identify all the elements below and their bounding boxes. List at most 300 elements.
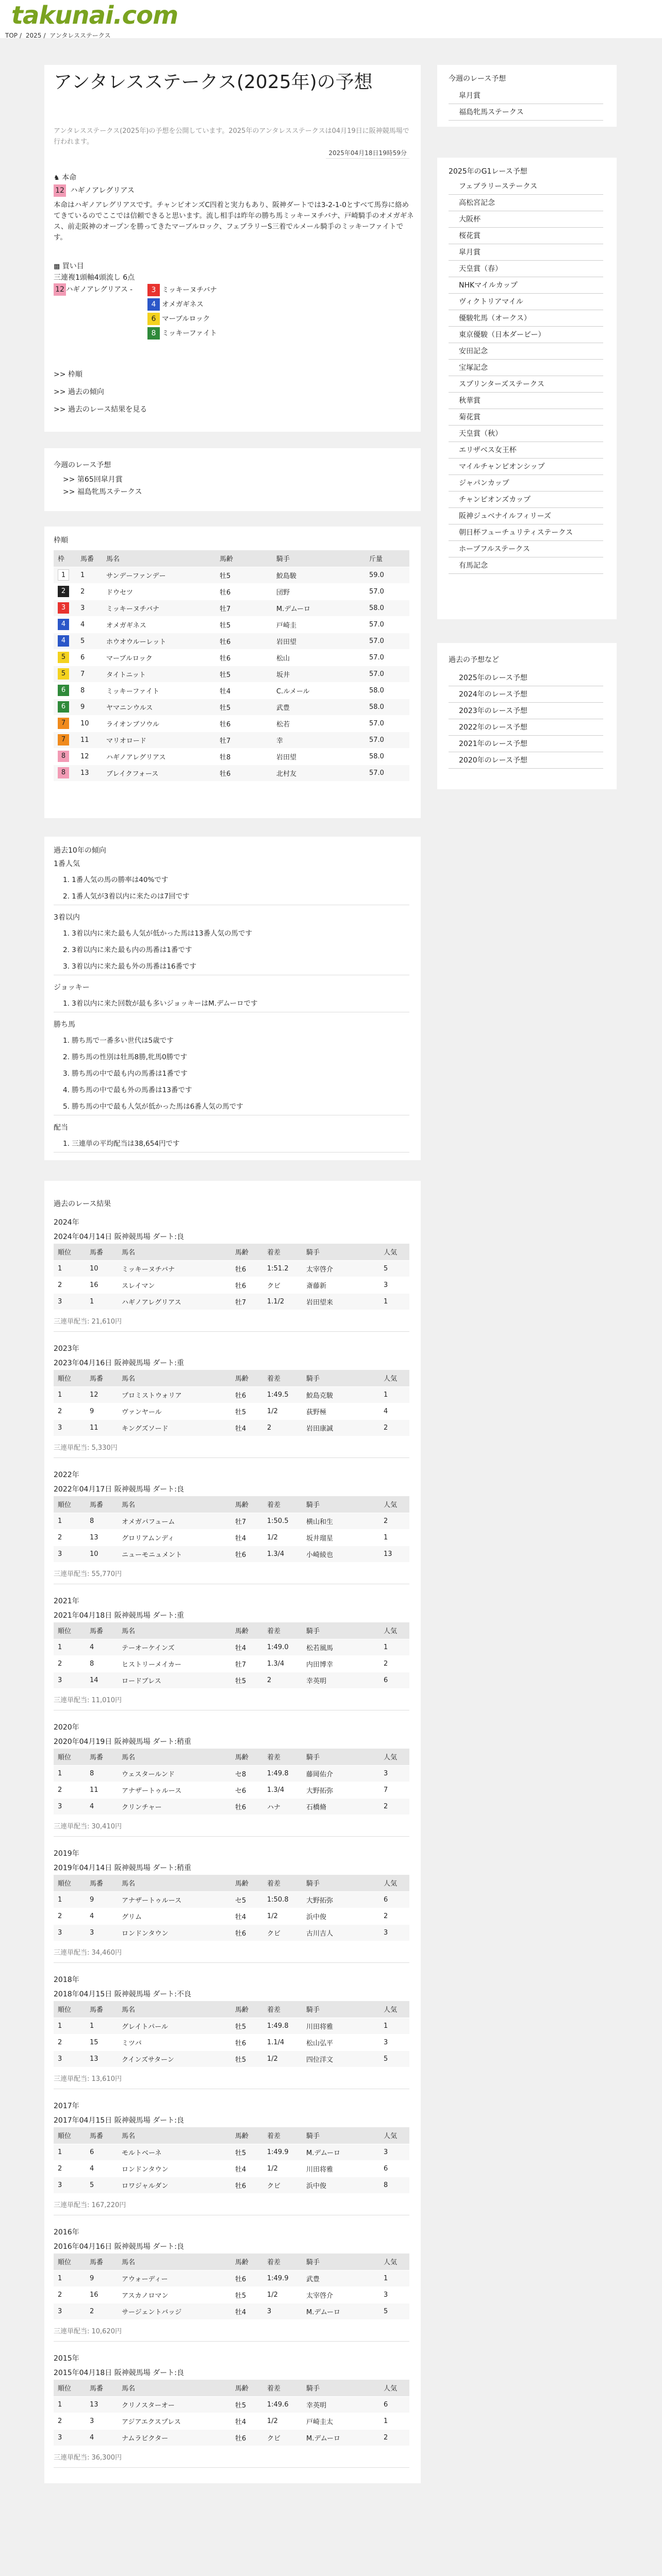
- result-cell: 3: [379, 1277, 409, 1293]
- waku-cell-w: 59.0: [365, 567, 409, 583]
- sidebar-past-item[interactable]: 2022年のレース予想: [449, 719, 603, 736]
- result-cell: 坂井瑠星: [302, 1529, 379, 1546]
- result-header-cell: 着差: [263, 2380, 302, 2396]
- result-cell: 1.3/4: [263, 1655, 302, 1672]
- result-header-cell: 馬齢: [231, 2001, 263, 2018]
- sidebar-g1-item[interactable]: ホープフルステークス: [449, 541, 603, 557]
- result-table: [54, 1370, 409, 1436]
- waku-cell-w: 57.0: [365, 732, 409, 748]
- result-cell: 1: [379, 2413, 409, 2429]
- waku-header-cell: 馬齢: [216, 550, 272, 567]
- result-cell: 2: [54, 2160, 86, 2177]
- this-week-link-2[interactable]: >> 福島牝馬ステークス: [63, 488, 142, 496]
- waku-cell-n: 3: [76, 600, 102, 616]
- result-cell: 1: [379, 1639, 409, 1655]
- result-row: [54, 1277, 409, 1293]
- result-cell: 浜中俊: [302, 2177, 379, 2193]
- result-cell: 8: [86, 1513, 118, 1529]
- sidebar-g1-item[interactable]: ジャパンカップ: [449, 475, 603, 492]
- waku-row: [54, 600, 409, 616]
- result-header-cell: 馬齢: [231, 2253, 263, 2270]
- result-cell: 1:49.9: [263, 2270, 302, 2286]
- waku-row: [54, 748, 409, 765]
- result-row: [54, 2160, 409, 2177]
- waku-frame-cell: [54, 699, 76, 715]
- result-cell: 6: [379, 2396, 409, 2413]
- frame-badge: 8: [58, 767, 69, 778]
- result-year: 2023年: [54, 1345, 79, 1353]
- sidebar-g1-item[interactable]: 優駿牝馬（オークス）: [449, 310, 603, 327]
- result-cell: 1: [86, 1293, 118, 1310]
- sidebar-past-item[interactable]: 2020年のレース予想: [449, 752, 603, 769]
- result-cell: M.デムーロ: [302, 2429, 379, 2446]
- result-cell: アスカノロマン: [118, 2286, 231, 2303]
- result-row: [54, 1782, 409, 1798]
- result-cell: 岩田望来: [302, 1293, 379, 1310]
- frame-badge: 4: [58, 635, 69, 647]
- result-cell: 13: [379, 1546, 409, 1562]
- result-cell: クビ: [263, 1924, 302, 1941]
- waku-cell-name: ミッキーファイト: [102, 682, 216, 699]
- waku-frame-cell: [54, 666, 76, 682]
- sidebar-g1-item[interactable]: 大阪杯: [449, 211, 603, 228]
- waku-cell-n: 10: [76, 715, 102, 732]
- result-cell: 13: [86, 1529, 118, 1546]
- waku-row: [54, 715, 409, 732]
- result-cell: 牡4: [231, 1419, 263, 1436]
- site-header: [0, 0, 662, 38]
- result-divider: [54, 1836, 409, 1837]
- link-trend[interactable]: >> 過去の傾向: [54, 388, 104, 396]
- sidebar-g1-item[interactable]: ヴィクトリアマイル: [449, 294, 603, 310]
- result-header-cell: 着差: [263, 1875, 302, 1891]
- result-header-cell: 順位: [54, 2253, 86, 2270]
- result-cell: 牡7: [231, 1293, 263, 1310]
- result-cell: テーオーケインズ: [118, 1639, 231, 1655]
- result-row: [54, 1891, 409, 1908]
- breadcrumb-current: アンタレスステークス: [49, 32, 111, 39]
- result-row: [54, 2303, 409, 2319]
- result-cell: 15: [86, 2034, 118, 2050]
- result-row: [54, 2396, 409, 2413]
- result-header-cell: 人気: [379, 1370, 409, 1386]
- result-header-row: [54, 1370, 409, 1386]
- result-cell: M.デムーロ: [302, 2303, 379, 2319]
- result-row: [54, 1419, 409, 1436]
- result-cell: 3: [54, 1672, 86, 1688]
- result-cell: 6: [379, 1672, 409, 1688]
- result-header-cell: 騎手: [302, 2127, 379, 2144]
- bet-heading: [54, 261, 84, 271]
- link-results[interactable]: >> 過去のレース結果を見る: [54, 405, 147, 414]
- result-race-info: 2018年04月15日 阪神競馬場 ダート:不良: [54, 1990, 191, 1998]
- result-header-cell: 順位: [54, 1749, 86, 1765]
- result-header-cell: 馬齢: [231, 1244, 263, 1260]
- result-header-cell: 騎手: [302, 1496, 379, 1513]
- waku-cell-j: M.デムーロ: [272, 600, 365, 616]
- sidebar-g1-item[interactable]: 東京優駿（日本ダービー）: [449, 327, 603, 343]
- honmei-number: 12: [54, 184, 66, 197]
- waku-cell-name: マーブルロック: [102, 649, 216, 666]
- result-cell: 2: [54, 2413, 86, 2429]
- result-divider: [54, 2467, 409, 2468]
- result-row: [54, 1908, 409, 1924]
- result-cell: 牡4: [231, 2413, 263, 2429]
- waku-cell-age: 牡5: [216, 666, 272, 682]
- result-header-cell: 人気: [379, 2001, 409, 2018]
- result-cell: ハナ: [263, 1798, 302, 1815]
- waku-frame-cell: [54, 633, 76, 649]
- result-cell: 3: [54, 1924, 86, 1941]
- result-cell: 1: [54, 2144, 86, 2160]
- sidebar-past-item[interactable]: 2025年のレース予想: [449, 670, 603, 686]
- waku-cell-age: 牡7: [216, 600, 272, 616]
- trend-group-label: 1番人気: [54, 860, 80, 868]
- frame-badge: 6: [58, 701, 69, 713]
- bet-partner-name: ミッキーファイト: [162, 329, 217, 337]
- result-cell: 13: [86, 2050, 118, 2067]
- honmei-heading: [54, 172, 76, 182]
- sidebar-past-item[interactable]: 2023年のレース予想: [449, 703, 603, 719]
- sidebar-g1-item[interactable]: 秋華賞: [449, 393, 603, 409]
- result-table: [54, 2127, 409, 2194]
- result-header-row: [54, 2380, 409, 2396]
- result-header-cell: 馬齢: [231, 2127, 263, 2144]
- result-cell: 1: [379, 1529, 409, 1546]
- result-cell: 2: [54, 1908, 86, 1924]
- result-header-cell: 馬番: [86, 2380, 118, 2396]
- link-waku[interactable]: >> 枠順: [54, 370, 82, 379]
- waku-cell-w: 58.0: [365, 600, 409, 616]
- result-header-cell: 馬名: [118, 2380, 231, 2396]
- sidebar-g1-item[interactable]: 宝塚記念: [449, 360, 603, 376]
- result-header-cell: 人気: [379, 1749, 409, 1765]
- waku-cell-w: 57.0: [365, 715, 409, 732]
- waku-cell-n: 5: [76, 633, 102, 649]
- waku-card: [44, 527, 421, 818]
- sidebar-g1-item[interactable]: エリザベス女王杯: [449, 442, 603, 459]
- result-cell: 8: [86, 1765, 118, 1782]
- result-cell: 3: [54, 2429, 86, 2446]
- result-header-cell: 馬番: [86, 1244, 118, 1260]
- result-header-cell: 馬名: [118, 1496, 231, 1513]
- result-header-cell: 馬番: [86, 2001, 118, 2018]
- result-cell: 牡6: [231, 1546, 263, 1562]
- waku-row: [54, 633, 409, 649]
- result-header-cell: 人気: [379, 1244, 409, 1260]
- sidebar-g1-item[interactable]: マイルチャンピオンシップ: [449, 459, 603, 475]
- result-payout: 三連単配当: 167,220円: [54, 2201, 126, 2209]
- result-cell: 2: [379, 1655, 409, 1672]
- result-cell: 武豊: [302, 2270, 379, 2286]
- result-cell: 3: [86, 1924, 118, 1941]
- waku-cell-n: 2: [76, 583, 102, 600]
- bet-partner: [147, 312, 302, 326]
- waku-row: [54, 649, 409, 666]
- result-cell: クリノスターオー: [118, 2396, 231, 2413]
- trend-group-label: ジョッキー: [54, 984, 90, 992]
- waku-header-cell: 枠: [54, 550, 76, 567]
- result-table: [54, 2253, 409, 2320]
- bet-partner-number: 6: [147, 313, 160, 325]
- result-cell: 牡4: [231, 1639, 263, 1655]
- result-row: [54, 2270, 409, 2286]
- bet-partners: [147, 283, 302, 341]
- this-week-link-1[interactable]: >> 第65回皐月賞: [63, 476, 123, 484]
- sidebar-g1-item[interactable]: スプリンターズステークス: [449, 376, 603, 393]
- result-cell: 2: [54, 2286, 86, 2303]
- result-cell: ロンドンタウン: [118, 2160, 231, 2177]
- result-header-cell: 順位: [54, 1875, 86, 1891]
- frame-badge: 4: [58, 619, 69, 630]
- result-cell: 2: [263, 1419, 302, 1436]
- result-cell: 3: [54, 1293, 86, 1310]
- result-header-row: [54, 1622, 409, 1639]
- result-cell: ナムラビクター: [118, 2429, 231, 2446]
- result-cell: ミツバ: [118, 2034, 231, 2050]
- waku-cell-w: 58.0: [365, 682, 409, 699]
- breadcrumb-top[interactable]: TOP: [5, 32, 18, 39]
- sidebar-g1-item[interactable]: 安田記念: [449, 343, 603, 360]
- result-race-info: 2017年04月15日 阪神競馬場 ダート:良: [54, 2116, 184, 2125]
- result-header-row: [54, 1244, 409, 1260]
- result-cell: クインズサターン: [118, 2050, 231, 2067]
- result-cell: 3: [54, 2050, 86, 2067]
- result-cell: グロリアムンディ: [118, 1529, 231, 1546]
- result-header-cell: 着差: [263, 1370, 302, 1386]
- result-cell: 牡4: [231, 2303, 263, 2319]
- result-cell: 2: [379, 2429, 409, 2446]
- result-header-cell: 順位: [54, 1370, 86, 1386]
- waku-cell-w: 57.0: [365, 765, 409, 781]
- sidebar-this-week-item[interactable]: 皐月賞: [449, 88, 603, 104]
- waku-cell-j: 鮫島駿: [272, 567, 365, 583]
- waku-cell-age: 牡6: [216, 715, 272, 732]
- result-row: [54, 1655, 409, 1672]
- result-header-cell: 騎手: [302, 2253, 379, 2270]
- trend-item: 1. 3着以内に来た最も人気が低かった馬は13番人気の馬です: [63, 929, 252, 938]
- result-cell: 4: [86, 1798, 118, 1815]
- site-logo[interactable]: takunai.com: [11, 1, 178, 30]
- sidebar-g1-item[interactable]: 高松宮記念: [449, 195, 603, 211]
- result-year: 2017年: [54, 2102, 79, 2110]
- result-cell: アジアエクスプレス: [118, 2413, 231, 2429]
- result-payout: 三連単配当: 5,330円: [54, 1444, 118, 1452]
- result-cell: スレイマン: [118, 1277, 231, 1293]
- sidebar-g1-item[interactable]: 朝日杯フューチュリティステークス: [449, 524, 603, 541]
- result-table: [54, 1749, 409, 1815]
- result-cell: 1: [54, 1891, 86, 1908]
- result-cell: 内田博幸: [302, 1655, 379, 1672]
- result-header-cell: 馬名: [118, 1622, 231, 1639]
- result-payout: 三連単配当: 11,010円: [54, 1697, 122, 1704]
- result-race-info: 2016年04月16日 阪神競馬場 ダート:良: [54, 2243, 184, 2251]
- result-cell: 1.1/2: [263, 1293, 302, 1310]
- result-cell: 1:49.8: [263, 2018, 302, 2034]
- trend-divider: [54, 1152, 409, 1153]
- trend-card: [44, 837, 421, 1160]
- result-row: [54, 2050, 409, 2067]
- result-header-cell: 馬名: [118, 1370, 231, 1386]
- waku-cell-age: 牡6: [216, 583, 272, 600]
- bet-partner-number: 8: [147, 327, 160, 340]
- result-payout: 三連単配当: 55,770円: [54, 1570, 122, 1578]
- waku-cell-j: 松山: [272, 649, 365, 666]
- bet-type: 三連複1頭軸4頭流し 6点: [54, 274, 135, 282]
- result-cell: 1:49.5: [263, 1386, 302, 1403]
- waku-row: [54, 699, 409, 715]
- result-cell: 牡6: [231, 1277, 263, 1293]
- result-cell: 1: [54, 1260, 86, 1277]
- result-race-info: 2019年04月14日 阪神競馬場 ダート:稍重: [54, 1864, 191, 1872]
- result-cell: 2: [379, 1798, 409, 1815]
- waku-cell-n: 13: [76, 765, 102, 781]
- result-row: [54, 1924, 409, 1941]
- result-header-row: [54, 1496, 409, 1513]
- result-cell: アナザートゥルース: [118, 1782, 231, 1798]
- sidebar-g1-title: 2025年のG1レース予想: [449, 167, 527, 176]
- trend-item: 1. 1番人気の馬の勝率は40%です: [63, 876, 169, 884]
- sidebar-past: [437, 643, 617, 789]
- results-card: [44, 1181, 421, 2483]
- bet-partner-number: 4: [147, 298, 160, 311]
- sidebar-g1-list: [449, 178, 603, 574]
- waku-cell-age: 牡4: [216, 682, 272, 699]
- result-cell: 3: [54, 2303, 86, 2319]
- result-cell: 太宰啓介: [302, 1260, 379, 1277]
- waku-cell-age: 牡5: [216, 567, 272, 583]
- result-cell: 川田将雅: [302, 2018, 379, 2034]
- result-cell: 1: [54, 2018, 86, 2034]
- result-header-cell: 人気: [379, 2380, 409, 2396]
- breadcrumb-year[interactable]: 2025: [25, 32, 42, 39]
- breadcrumb-separator: /: [43, 32, 46, 39]
- result-year: 2022年: [54, 1471, 79, 1479]
- result-cell: 小崎綾也: [302, 1546, 379, 1562]
- result-row: [54, 2144, 409, 2160]
- result-cell: クリンチャー: [118, 1798, 231, 1815]
- result-cell: 牡7: [231, 1655, 263, 1672]
- sidebar-g1-item[interactable]: フェブラリーステークス: [449, 178, 603, 195]
- result-cell: M.デムーロ: [302, 2144, 379, 2160]
- breadcrumb-separator: /: [20, 32, 22, 39]
- result-payout: 三連単配当: 30,410円: [54, 1823, 122, 1831]
- sidebar-g1-item[interactable]: 有馬記念: [449, 557, 603, 574]
- result-header-cell: 騎手: [302, 1749, 379, 1765]
- result-table: [54, 1622, 409, 1689]
- sidebar-g1-item[interactable]: チャンピオンズカップ: [449, 492, 603, 508]
- result-cell: 2: [54, 1529, 86, 1546]
- result-cell: 2: [86, 2303, 118, 2319]
- result-cell: 4: [86, 1639, 118, 1655]
- sidebar-g1-item[interactable]: 皐月賞: [449, 244, 603, 261]
- result-divider: [54, 1962, 409, 1963]
- page-title: アンタレスステークス(2025年)の予想: [54, 72, 373, 93]
- result-cell: キングズソード: [118, 1419, 231, 1436]
- result-cell: 1: [54, 1765, 86, 1782]
- result-cell: 牡4: [231, 1529, 263, 1546]
- sidebar-g1-item[interactable]: 天皇賞（秋）: [449, 426, 603, 442]
- result-cell: 2: [54, 1277, 86, 1293]
- result-cell: 牡5: [231, 2144, 263, 2160]
- result-cell: 1.1/4: [263, 2034, 302, 2050]
- sidebar-past-item[interactable]: 2024年のレース予想: [449, 686, 603, 703]
- sidebar-past-list: [449, 670, 603, 769]
- result-cell: 9: [86, 2270, 118, 2286]
- result-cell: 1: [379, 1386, 409, 1403]
- bet-label: 買い目: [62, 262, 84, 270]
- frame-badge: 2: [58, 586, 69, 597]
- result-cell: 13: [86, 2396, 118, 2413]
- result-cell: 3: [379, 2144, 409, 2160]
- waku-cell-n: 4: [76, 616, 102, 633]
- sidebar-past-item[interactable]: 2021年のレース予想: [449, 736, 603, 752]
- result-cell: 4: [86, 2429, 118, 2446]
- result-header-cell: 人気: [379, 2253, 409, 2270]
- result-header-cell: 馬齢: [231, 1496, 263, 1513]
- result-cell: 3: [54, 1419, 86, 1436]
- sidebar-g1-item[interactable]: 桜花賞: [449, 228, 603, 244]
- sidebar-g1-item[interactable]: 菊花賞: [449, 409, 603, 426]
- waku-cell-name: マリオロード: [102, 732, 216, 748]
- result-cell: 11: [86, 1782, 118, 1798]
- result-cell: 14: [86, 1672, 118, 1688]
- result-header-row: [54, 1749, 409, 1765]
- result-cell: 大野拓弥: [302, 1782, 379, 1798]
- result-cell: ヒストリーメイカー: [118, 1655, 231, 1672]
- waku-cell-j: 武豊: [272, 699, 365, 715]
- result-cell: 1: [54, 2270, 86, 2286]
- result-cell: 1:50.5: [263, 1513, 302, 1529]
- waku-header-cell: 馬名: [102, 550, 216, 567]
- result-cell: 牡4: [231, 1908, 263, 1924]
- waku-frame-cell: [54, 567, 76, 583]
- honmei-label: 本命: [62, 174, 77, 182]
- result-cell: ハギノアレグリアス: [118, 1293, 231, 1310]
- sidebar-g1-item[interactable]: NHKマイルカップ: [449, 277, 603, 294]
- result-divider: [54, 1331, 409, 1332]
- arrow-icon: -: [127, 285, 133, 294]
- sidebar-g1-item[interactable]: 阪神ジュベナイルフィリーズ: [449, 508, 603, 524]
- waku-cell-j: 岩田望: [272, 633, 365, 649]
- result-header-cell: 順位: [54, 1622, 86, 1639]
- result-header-cell: 馬番: [86, 1496, 118, 1513]
- result-cell: 1: [379, 2270, 409, 2286]
- result-header-cell: 馬齢: [231, 1875, 263, 1891]
- result-row: [54, 1403, 409, 1419]
- result-header-cell: 馬番: [86, 1875, 118, 1891]
- bet-partner: [147, 298, 302, 311]
- result-cell: 太宰啓介: [302, 2286, 379, 2303]
- result-cell: 牡5: [231, 1403, 263, 1419]
- sidebar-this-week-item[interactable]: 福島牝馬ステークス: [449, 104, 603, 121]
- trend-title: 過去10年の傾向: [54, 846, 106, 855]
- result-header-cell: 着差: [263, 1622, 302, 1639]
- post-date: 2025年04月18日19時59分: [326, 147, 409, 159]
- result-cell: 12: [86, 1386, 118, 1403]
- result-cell: セ5: [231, 1891, 263, 1908]
- frame-badge: 7: [58, 718, 69, 729]
- waku-cell-w: 58.0: [365, 748, 409, 765]
- waku-header-row: [54, 550, 409, 567]
- frame-badge: 6: [58, 685, 69, 696]
- result-cell: ロンドンタウン: [118, 1924, 231, 1941]
- result-cell: 1/2: [263, 2286, 302, 2303]
- sidebar-g1-item[interactable]: 天皇賞（春）: [449, 261, 603, 277]
- result-row: [54, 2413, 409, 2429]
- result-cell: クビ: [263, 2429, 302, 2446]
- waku-cell-j: 幸: [272, 732, 365, 748]
